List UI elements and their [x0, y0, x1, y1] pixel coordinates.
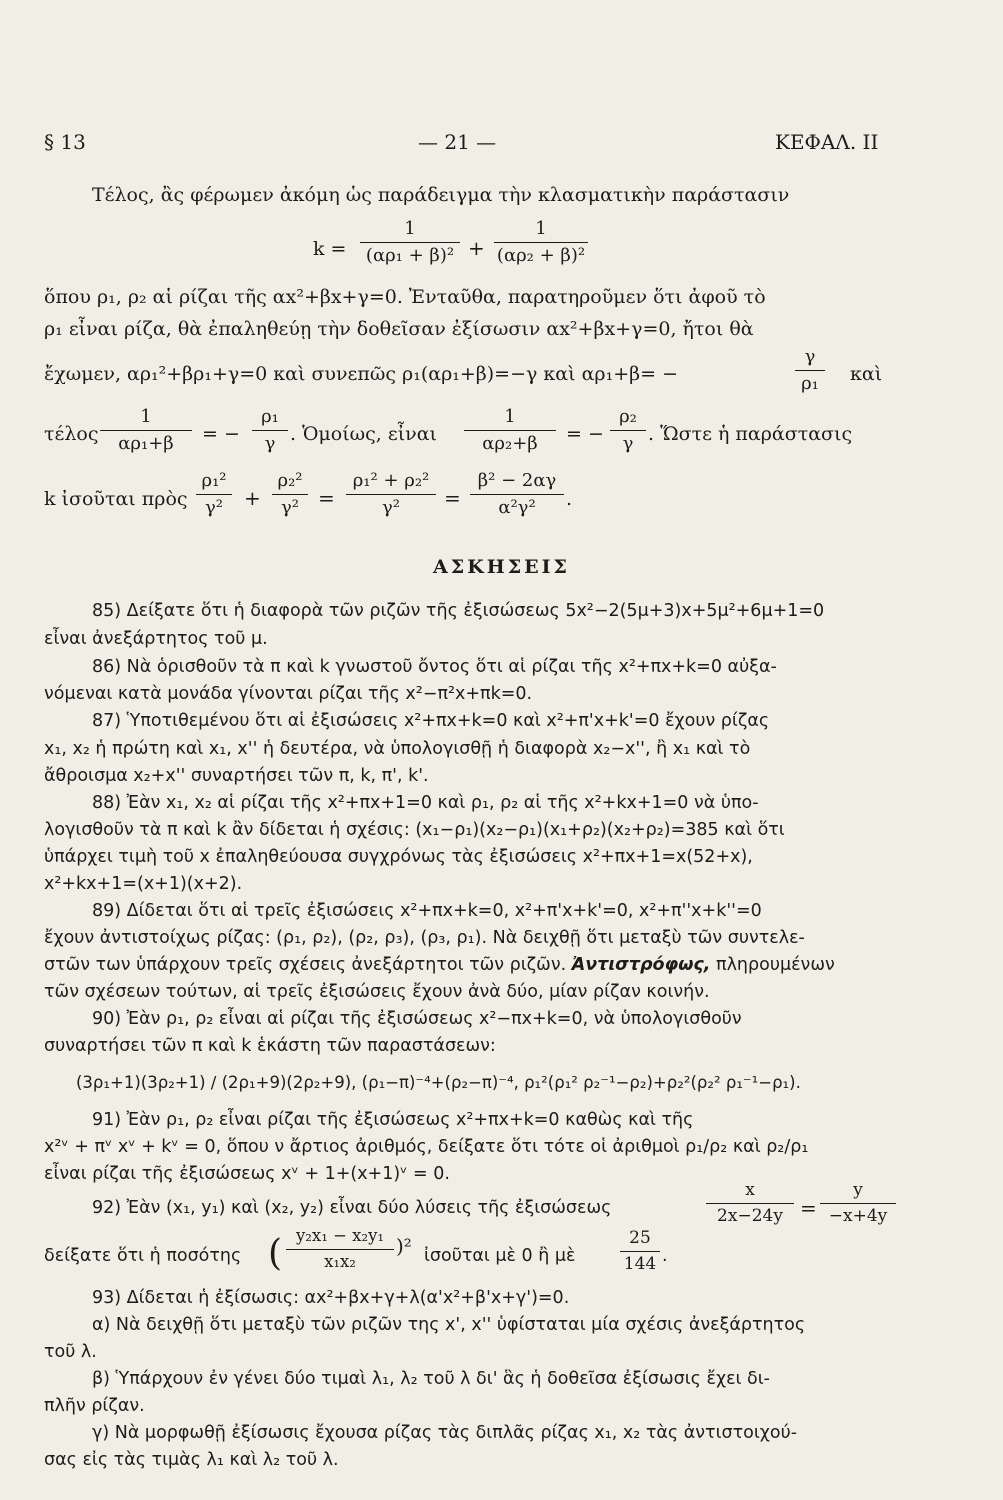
frac-numerator: x — [706, 1182, 794, 1204]
exercise-93-b-line-1: β) Ὑπάρχουν ἐν γένει δύο τιμαὶ λ₁, λ₂ τοῦ λ δι' ἃς ἡ δοθεῖσα ἐξίσωσις ἔχει δι- — [92, 1369, 770, 1389]
line5-frac-4 — [610, 408, 646, 453]
exercise-92-25-144-frac — [620, 1230, 660, 1273]
frac-denominator: γ² — [281, 497, 299, 518]
exercise-85-line-2: εἶναι ἀνεξάρτητος τοῦ μ. — [44, 629, 268, 649]
plus-sign: + — [468, 236, 485, 260]
equals-sign: = — [800, 1196, 817, 1220]
exercise-89-line-3 — [44, 957, 835, 975]
section-number: § 13 — [44, 130, 86, 154]
line5-frac-3 — [464, 408, 556, 453]
formula-k-lhs: k = — [313, 238, 347, 260]
exercise-93-a-line-2: τοῦ λ. — [44, 1342, 97, 1362]
frac-numerator: ρ₂² — [272, 472, 308, 495]
exercise-91-line-2: x²ᵛ + πᵛ xᵛ + kᵛ = 0, ὅπου ν ἄρτιος ἀριθμός, δείξατε ὅτι τότε οἱ ἀριθμοὶ ρ₁/ρ₂ καὶ ρ₂/ρ₁ — [44, 1137, 809, 1157]
formula-k-frac-1 — [360, 220, 460, 265]
line6-start: k ἰσοῦται πρὸς — [44, 488, 188, 510]
exercise-90-line-2: συναρτήσει τῶν π καὶ k ἑκάστη τῶν παραστάσεων: — [44, 1036, 496, 1056]
frac-denominator: γ² — [205, 497, 223, 518]
exercise-92-line-2-start: δείξατε ὅτι ἡ ποσότης — [44, 1246, 242, 1266]
line5-eq-2: = − — [566, 423, 604, 445]
right-paren-squared: )² — [396, 1234, 412, 1258]
exercise-92-line-2-end: . — [662, 1246, 668, 1266]
frac-denominator: α²γ² — [498, 497, 536, 518]
exercise-91-line-1: 91) Ἐὰν ρ₁, ρ₂ εἶναι ρίζαι τῆς ἐξισώσεως x²+πx+k=0 καθὼς καὶ τῆς — [92, 1110, 694, 1130]
exercise-85-line-1: 85) Δείξατε ὅτι ἡ διαφορὰ τῶν ριζῶν τῆς ἐξισώσεως 5x²−2(5μ+3)x+5μ²+6μ+1=0 — [92, 601, 825, 621]
frac-denominator: (αρ₁ + β)² — [365, 245, 455, 266]
exercise-92-frac-2 — [820, 1182, 896, 1225]
line6-frac-1 — [196, 472, 232, 517]
line5-start: τέλος — [44, 423, 99, 445]
line5-eq-1: = − — [202, 423, 240, 445]
frac-denominator: αρ₂+β — [482, 433, 538, 454]
exercise-88-line-3: ὑπάρχει τιμὴ τοῦ x ἐπαληθεύουσα συγχρόνως τὰς ἐξισώσεις x²+πx+1=x(52+x), — [44, 847, 753, 867]
frac-numerator: γ — [795, 348, 825, 371]
exercise-93-c-line-2: σας εἰς τὰς τιμὰς λ₁ καὶ λ₂ τοῦ λ. — [44, 1450, 339, 1470]
exercise-89-line-3-text: στῶν των ὑπάρχουν τρεῖς σχέσεις ἀνεξάρτητοι τῶν ριζῶν. — [44, 955, 567, 975]
page-number: — 21 — — [418, 130, 497, 154]
frac-numerator: 1 — [100, 408, 192, 431]
left-paren: ( — [268, 1233, 283, 1274]
frac-denominator: −x+4y — [828, 1206, 888, 1226]
line6-end: . — [566, 488, 573, 510]
exercises-heading: ΑΣΚΗΣΕΙΣ — [433, 556, 570, 578]
intro-line-4: ἔχωμεν, αρ₁²+βρ₁+γ=0 καὶ συνεπῶς ρ₁(αρ₁+β)=−γ καὶ αρ₁+β= − — [44, 363, 679, 385]
exercise-89-line-2: ἔχουν ἀντιστοίχως ρίζας: (ρ₁, ρ₂), (ρ₂, ρ₃), (ρ₃, ρ₁). Νὰ δειχθῇ ὅτι μεταξὺ τῶν συντελε- — [44, 928, 805, 948]
frac-numerator: β² − 2αγ — [470, 472, 564, 495]
exercise-93-b-line-2: πλῆν ρίζαν. — [44, 1396, 145, 1416]
exercise-89-line-1: 89) Δίδεται ὅτι αἱ τρεῖς ἐξισώσεις x²+πx+k=0, x²+π'x+k'=0, x²+π''x+k''=0 — [92, 901, 762, 921]
frac-numerator: 25 — [620, 1230, 660, 1252]
frac-denominator: 2x−24y — [717, 1206, 783, 1226]
exercise-87-line-3: ἄθροισμα x₂+x'' συναρτήσει τῶν π, k, π', k'. — [44, 766, 429, 786]
frac-denominator: αρ₁+β — [118, 433, 174, 454]
frac-denominator: 144 — [623, 1254, 657, 1274]
frac-numerator: ρ₁² + ρ₂² — [346, 472, 436, 495]
formula-k-frac-2 — [494, 220, 588, 265]
exercise-93-a-line-1: α) Νὰ δειχθῇ ὅτι μεταξὺ τῶν ριζῶν της x', x'' ὑφίσταται μία σχέσις ἀνεξάρτητος — [92, 1315, 806, 1335]
line6-frac-3 — [346, 472, 436, 517]
exercise-92-line-1: 92) Ἐὰν (x₁, y₁) καὶ (x₂, y₂) εἶναι δύο λύσεις τῆς ἐξισώσεως — [92, 1198, 612, 1218]
line5-frac-2 — [252, 408, 288, 453]
exercise-89-converse: Ἀντιστρόφως, — [571, 955, 711, 975]
exercise-86-line-1: 86) Νὰ ὁρισθοῦν τὰ π καὶ k γνωστοῦ ὄντος ὅτι αἱ ρίζαι τῆς x²+πx+k=0 αὐξα- — [92, 657, 777, 677]
line4-frac — [795, 348, 825, 393]
intro-line-1: Τέλος, ἂς φέρωμεν ἀκόμη ὡς παράδειγμα τὴν κλασματικὴν παράστασιν — [92, 184, 790, 206]
frac-denominator: γ — [264, 433, 276, 454]
frac-numerator: y — [820, 1182, 896, 1204]
exercise-92-line-2-mid: ἰσοῦται μὲ 0 ἢ μὲ — [424, 1246, 576, 1266]
exercise-88-line-1: 88) Ἐὰν x₁, x₂ αἱ ρίζαι τῆς x²+πx+1=0 καὶ ρ₁, ρ₂ αἱ τῆς x²+kx+1=0 νὰ ὑπο- — [92, 793, 759, 813]
line5-frac-1 — [100, 408, 192, 453]
frac-denominator: γ — [622, 433, 634, 454]
plus-sign: + — [244, 486, 261, 510]
exercise-89-line-4: τῶν σχέσεων τούτων, αἱ τρεῖς ἐξισώσεις ἔχουν ἀνὰ δύο, μίαν ρίζαν κοινήν. — [44, 982, 710, 1002]
exercise-88-line-2: λογισθοῦν τὰ π καὶ k ἂν δίδεται ἡ σχέσις: (x₁−ρ₁)(x₂−ρ₁)(x₁+ρ₂)(x₂+ρ₂)=385 καὶ ὅτι — [44, 820, 785, 840]
chapter-label: ΚΕΦΑΛ. II — [775, 130, 879, 154]
exercise-93-line-1: 93) Δίδεται ἡ ἐξίσωσις: αx²+βx+γ+λ(α'x²+β'x+γ')=0. — [92, 1288, 570, 1308]
frac-numerator: ρ₂ — [610, 408, 646, 431]
frac-numerator: 1 — [464, 408, 556, 431]
line5-end: . Ὥστε ἡ παράστασις — [648, 423, 853, 445]
frac-numerator: 1 — [360, 220, 460, 243]
exercise-88-line-4: x²+kx+1=(x+1)(x+2). — [44, 874, 243, 894]
frac-denominator: (αρ₂ + β)² — [496, 245, 586, 266]
exercise-87-line-2: x₁, x₂ ἡ πρώτη καὶ x₁, x'' ἡ δευτέρα, νὰ ὑπολογισθῇ ἡ διαφορὰ x₂−x'', ἢ x₁ καὶ τὸ — [44, 739, 751, 759]
intro-line-2: ὅπου ρ₁, ρ₂ αἱ ρίζαι τῆς αx²+βx+γ=0. Ἐνταῦθα, παρατηροῦμεν ὅτι ἀφοῦ τὸ — [44, 286, 766, 308]
frac-numerator: 1 — [494, 220, 588, 243]
exercise-93-c-line-1: γ) Νὰ μορφωθῇ ἐξίσωσις ἔχουσα ρίζας τὰς διπλᾶς ρίζας x₁, x₂ τὰς ἀντιστοιχού- — [92, 1423, 798, 1443]
frac-denominator: x₁x₂ — [324, 1251, 356, 1271]
exercise-89-line-3-end: πληρουμένων — [716, 955, 835, 975]
intro-line-3: ρ₁ εἶναι ρίζα, θὰ ἐπαληθεύῃ τὴν δοθεῖσαν ἐξίσωσιν αx²+βx+γ=0, ἤτοι θὰ — [44, 318, 754, 340]
line5-mid: . Ὁμοίως, εἶναι — [290, 423, 437, 445]
equals-sign: = — [318, 486, 335, 510]
exercise-90-line-1: 90) Ἐὰν ρ₁, ρ₂ εἶναι αἱ ρίζαι τῆς ἐξισώσεως x²−πx+k=0, νὰ ὑπολογισθοῦν — [92, 1009, 742, 1029]
exercise-86-line-2: νόμεναι κατὰ μονάδα γίνονται ρίζαι τῆς x²−π²x+πk=0. — [44, 684, 533, 704]
exercise-92-frac-1 — [706, 1182, 794, 1225]
equals-sign: = — [444, 486, 461, 510]
frac-denominator: γ² — [382, 497, 400, 518]
frac-numerator: ρ₁² — [196, 472, 232, 495]
exercise-91-line-3: εἶναι ρίζαι τῆς ἐξισώσεως xᵛ + 1+(x+1)ᵛ = 0. — [44, 1164, 450, 1184]
exercise-87-line-1: 87) Ὑποτιθεμένου ὅτι αἱ ἐξισώσεις x²+πx+k=0 καὶ x²+π'x+k'=0 ἔχουν ρίζας — [92, 711, 770, 731]
frac-denominator: ρ₁ — [801, 373, 819, 394]
exercise-92-quantity-frac — [286, 1228, 394, 1270]
frac-numerator: y₂x₁ − x₂y₁ — [286, 1228, 394, 1250]
frac-numerator: ρ₁ — [252, 408, 288, 431]
exercise-90-expressions: (3ρ₁+1)(3ρ₂+1) ∕ (2ρ₁+9)(2ρ₂+9), (ρ₁−π)⁻⁴+(ρ₂−π)⁻⁴, ρ₁²(ρ₁² ρ₂⁻¹−ρ₂)+ρ₂²(ρ₂² ρ₁⁻¹−ρ₁). — [76, 1073, 801, 1092]
intro-line-4-end: καὶ — [850, 363, 883, 385]
line6-frac-2 — [272, 472, 308, 517]
line6-frac-4 — [470, 472, 564, 517]
